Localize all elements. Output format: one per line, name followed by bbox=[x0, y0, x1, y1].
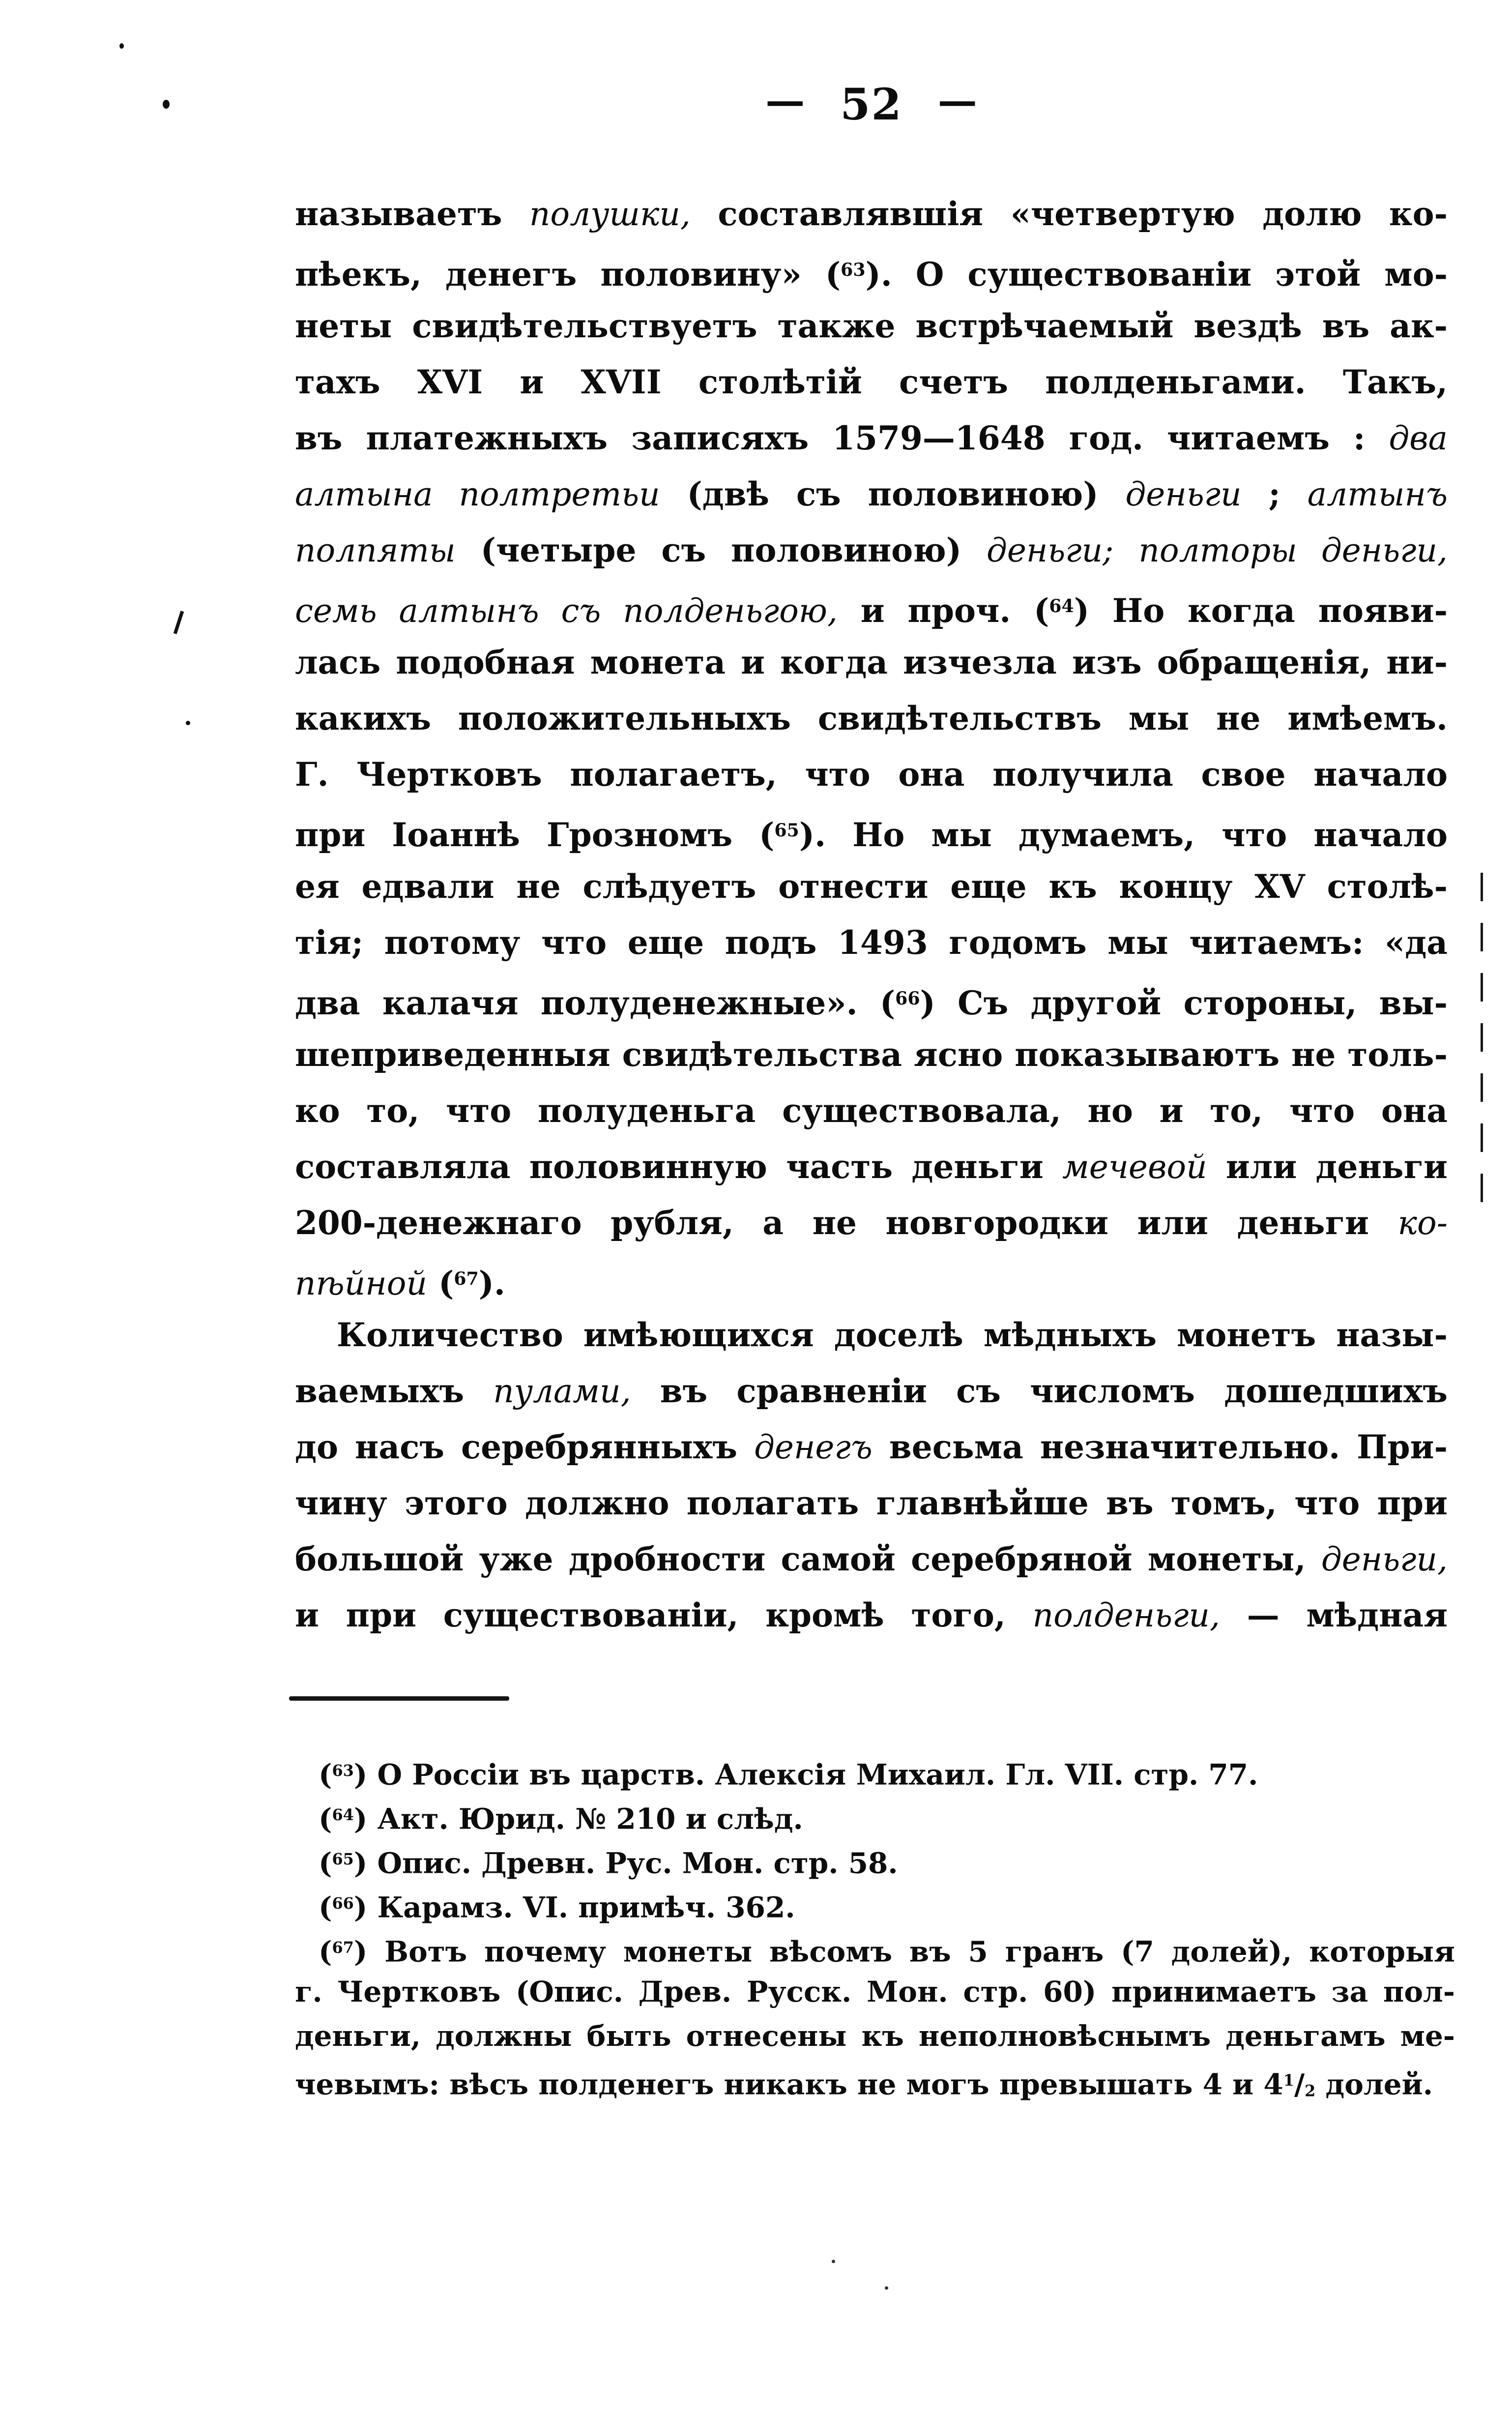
footnote-line bbox=[295, 1748, 1455, 1793]
footnote-reference: 63 bbox=[841, 259, 866, 280]
text-segment: ( bbox=[319, 1802, 332, 1836]
body-text-line bbox=[295, 186, 1448, 242]
footnote-reference: 67 bbox=[454, 1268, 479, 1289]
body-text-line bbox=[295, 242, 1448, 298]
text-segment: два bbox=[1389, 419, 1448, 457]
scan-artifact-speck bbox=[186, 721, 190, 725]
body-text-line bbox=[295, 578, 1448, 634]
body-text-line bbox=[295, 1251, 1448, 1307]
footnote-line bbox=[295, 1881, 1455, 1925]
text-segment: / bbox=[1294, 2067, 1305, 2101]
text-segment: при Іоаннѣ Грозномъ ( bbox=[295, 815, 775, 854]
body-text-line bbox=[295, 746, 1448, 802]
body-text-line bbox=[295, 1307, 1448, 1363]
text-segment: составлявшія «четвертую долю ко- bbox=[690, 195, 1448, 233]
text-segment: большой уже дробности самой серебряной монеты, bbox=[295, 1540, 1321, 1578]
scan-artifact-speck bbox=[885, 2286, 888, 2290]
header-dash-left: — bbox=[765, 77, 805, 123]
text-segment: неты свидѣтельствуетъ также встрѣчаемый вездѣ въ ак- bbox=[295, 307, 1448, 345]
body-text-line bbox=[295, 1027, 1448, 1083]
text-segment: шеприведенныя свидѣтельства ясно показываютъ не толь- bbox=[295, 1035, 1448, 1074]
text-segment: составляла половинную часть деньги bbox=[295, 1148, 1063, 1186]
header-dash-right: — bbox=[937, 77, 977, 123]
footnote-reference: 66 bbox=[332, 1894, 354, 1913]
body-text-line bbox=[295, 915, 1448, 971]
text-segment: 2 bbox=[1305, 2081, 1316, 2100]
footnote-line bbox=[295, 1925, 1455, 1970]
footnote-reference: 66 bbox=[895, 988, 920, 1009]
text-segment: ея едвали не слѣдуетъ отнести еще къ концу XV столѣ- bbox=[295, 867, 1448, 906]
text-segment: или деньги bbox=[1207, 1148, 1448, 1186]
body-text-line bbox=[295, 690, 1448, 746]
body-text-line bbox=[295, 858, 1448, 915]
text-segment: г. Чертковъ (Опис. Древ. Русск. Мон. стр. 60) принимаетъ за пол- bbox=[295, 1975, 1455, 2008]
scan-artifact-speck bbox=[163, 100, 170, 109]
text-segment: ( bbox=[319, 1935, 332, 1969]
body-text-line bbox=[295, 522, 1448, 578]
scan-artifact-right-edge-line bbox=[1481, 873, 1483, 1223]
body-text-line bbox=[295, 1363, 1448, 1419]
text-segment: долей. bbox=[1315, 2067, 1433, 2101]
text-segment: деньги; bbox=[987, 531, 1114, 569]
text-segment: до насъ серебрянныхъ bbox=[295, 1428, 755, 1466]
text-segment: полушки, bbox=[529, 195, 691, 233]
text-segment: ). Но мы думаемъ, что начало bbox=[799, 815, 1448, 854]
text-segment: ( bbox=[319, 1758, 332, 1792]
text-segment: полпяты bbox=[295, 531, 456, 569]
text-segment: въ сравненіи съ числомъ дошедшихъ bbox=[631, 1372, 1448, 1410]
footnote-line bbox=[295, 1793, 1455, 1837]
text-segment: деньги, bbox=[1321, 1540, 1448, 1578]
body-text-line bbox=[295, 298, 1448, 354]
body-text-block bbox=[295, 186, 1448, 1643]
body-text-line bbox=[295, 1195, 1448, 1251]
text-segment: и при существованіи, кромѣ того, bbox=[295, 1596, 1033, 1634]
scan-artifact-speck bbox=[832, 2260, 835, 2263]
text-segment: лась подобная монета и когда изчезла изъ обращенія, ни- bbox=[295, 643, 1448, 681]
scan-artifact-slash bbox=[174, 611, 184, 634]
footnote-line bbox=[295, 2058, 1455, 2102]
text-segment: мечевой bbox=[1062, 1148, 1207, 1186]
text-segment: (четыре съ половиною) bbox=[455, 531, 987, 569]
text-segment: ) Вотъ почему монеты вѣсомъ въ 5 гранъ (7 долей), которыя bbox=[353, 1935, 1455, 1969]
body-text-line bbox=[295, 1475, 1448, 1531]
text-segment: (двѣ съ половиною) bbox=[660, 475, 1126, 513]
text-segment: Г. Чертковъ полагаетъ, что она получила свое начало bbox=[295, 755, 1448, 794]
text-segment: ( bbox=[319, 1890, 332, 1924]
text-segment: ваемыхъ bbox=[295, 1372, 494, 1410]
text-segment: ( bbox=[427, 1264, 454, 1302]
text-segment: 200-денежнаго рубля, а не новгородки или деньги bbox=[295, 1204, 1398, 1242]
text-segment: ) О Россіи въ царств. Алексія Михаил. Гл. VII. стр. 77. bbox=[353, 1758, 1258, 1792]
text-segment: ) Акт. Юрид. № 210 и слѣд. bbox=[353, 1802, 803, 1836]
text-segment: называетъ bbox=[295, 195, 529, 233]
text-segment: — мѣдная bbox=[1220, 1596, 1448, 1634]
text-segment: алтынъ bbox=[1307, 475, 1448, 513]
text-segment: ) Карамз. VI. примѣч. 362. bbox=[353, 1890, 795, 1924]
body-text-line bbox=[295, 410, 1448, 466]
text-segment: пѣйной bbox=[295, 1264, 427, 1302]
footnote-reference: 63 bbox=[332, 1761, 354, 1780]
text-segment: пѣекъ, денегъ половину» ( bbox=[295, 255, 841, 294]
text-segment: какихъ положительныхъ свидѣтельствъ мы не имѣемъ. bbox=[295, 699, 1448, 738]
text-segment: тахъ XVI и XVII столѣтій счетъ полденьгами. Такъ, bbox=[295, 363, 1448, 401]
page-number: 52 bbox=[840, 79, 902, 130]
text-segment: алтына полтретьи bbox=[295, 475, 660, 513]
body-text-line bbox=[295, 1139, 1448, 1195]
text-segment bbox=[1113, 531, 1138, 569]
text-segment: ) Съ другой стороны, вы- bbox=[920, 983, 1448, 1022]
text-segment: ). bbox=[478, 1264, 505, 1302]
body-text-line bbox=[295, 1531, 1448, 1587]
footnote-line bbox=[295, 1970, 1455, 2014]
footnote-separator-rule bbox=[289, 1696, 509, 1701]
text-segment: тія; потому что еще подъ 1493 годомъ мы читаемъ: «да bbox=[295, 923, 1448, 962]
text-segment: ) Опис. Древн. Рус. Мон. стр. 58. bbox=[353, 1846, 898, 1880]
text-segment: деньги bbox=[1125, 475, 1242, 513]
text-segment: пулами, bbox=[493, 1372, 631, 1410]
text-segment: два калачя полуденежные». ( bbox=[295, 983, 896, 1022]
text-segment: полторы деньги, bbox=[1138, 531, 1448, 569]
text-segment: ). О существованіи этой мо- bbox=[865, 255, 1448, 294]
scan-artifact-speck bbox=[119, 43, 124, 49]
body-text-line bbox=[295, 634, 1448, 690]
text-segment: чевымъ: вѣсъ полденегъ никакъ не могъ превышать 4 и 4 bbox=[295, 2067, 1283, 2101]
body-text-line bbox=[295, 971, 1448, 1027]
text-segment: весьма незначительно. При- bbox=[872, 1428, 1448, 1466]
text-segment: Количество имѣющихся доселѣ мѣдныхъ монетъ назы- bbox=[337, 1316, 1448, 1354]
page-number-header bbox=[295, 79, 1448, 130]
footnote-reference: 64 bbox=[332, 1805, 354, 1824]
body-text-line bbox=[295, 354, 1448, 410]
footnote-line bbox=[295, 1837, 1455, 1881]
footnote-reference: 65 bbox=[332, 1850, 354, 1868]
text-segment: въ платежныхъ записяхъ 1579—1648 год. читаемъ : bbox=[295, 419, 1389, 457]
body-text-line bbox=[295, 802, 1448, 858]
body-text-line bbox=[295, 1419, 1448, 1475]
text-segment: чину этого должно полагать главнѣйше въ томъ, что при bbox=[295, 1484, 1448, 1522]
footnote-reference: 64 bbox=[1049, 595, 1074, 617]
text-segment: полденьги, bbox=[1032, 1596, 1221, 1634]
footnote-block bbox=[295, 1748, 1455, 2102]
text-segment: семь алтынъ съ полденьгою, bbox=[295, 591, 838, 630]
footnote-reference: 67 bbox=[332, 1938, 354, 1957]
text-segment: ( bbox=[319, 1846, 332, 1880]
footnote-line bbox=[295, 2014, 1455, 2058]
text-segment: ко- bbox=[1397, 1204, 1448, 1242]
text-segment: денегъ bbox=[754, 1428, 872, 1466]
text-segment: деньги, должны быть отнесены къ неполновѣснымъ деньгамъ ме- bbox=[295, 2019, 1455, 2053]
body-text-line bbox=[295, 1587, 1448, 1643]
text-segment: ко то, что полуденьга существовала, но и то, что она bbox=[295, 1092, 1448, 1130]
text-segment: и проч. ( bbox=[837, 591, 1049, 630]
footnote-reference: 65 bbox=[774, 820, 799, 841]
text-segment: ) Но когда появи- bbox=[1074, 591, 1448, 630]
body-text-line bbox=[295, 466, 1448, 522]
body-text-line bbox=[295, 1083, 1448, 1139]
text-segment: ; bbox=[1241, 475, 1308, 513]
footnote-reference: 1 bbox=[1283, 2071, 1294, 2090]
